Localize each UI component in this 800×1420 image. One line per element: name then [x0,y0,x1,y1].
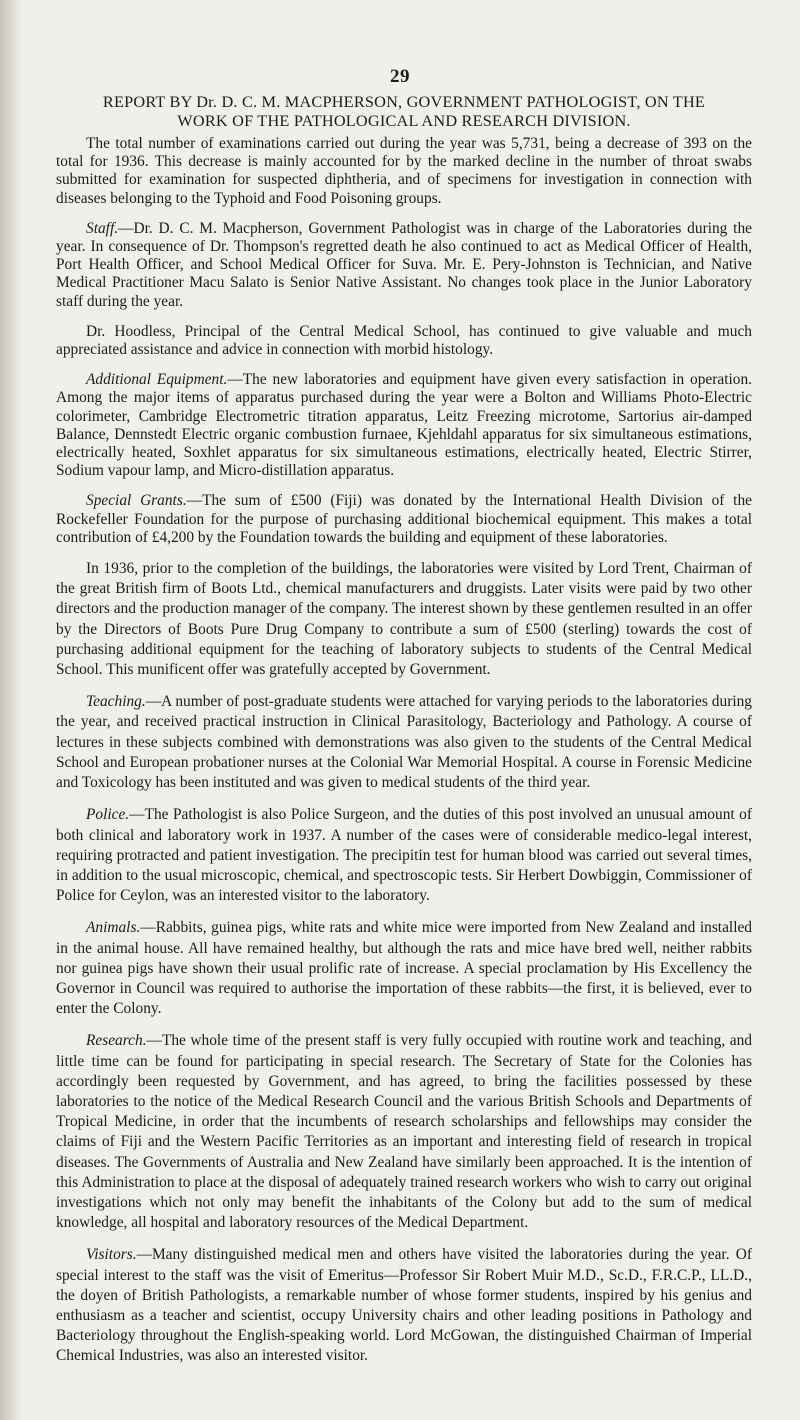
paragraph-text: —The sum of £500 (Fiji) was donated by the International Health Division of the Rockefeller Foundation for the purpose of purchasing additional biochemical equipment. This makes a total contribution of £4,200 by the Foundation towards the building and equipment of these laboratories. [56,492,752,546]
paragraph-boots-visit [56,559,752,680]
paragraph-text: —Rabbits, guinea pigs, white rats and white mice were imported from New Zealand and installed in the animal house. All have remained healthy, but although the rats and mice have bred well, neither rabbits nor guinea pigs have shown their usual prolific rate of increase. A special proclamation by His Excellency the Governor in Council was required to authorise the importation of these rabbits—the first, it is believed, ever to enter the Colony. [56,919,752,1018]
report-title-line-2: WORK OF THE PATHOLOGICAL AND RESEARCH DIVISION. [177,111,631,130]
paragraph-text: —The new laboratories and equipment have given every satisfaction in operation. Among the major items of apparatus purchased during the year were a Bolton and Williams Photo-Electric colorimeter, Cambridge Electrometric titration apparatus, Leitz Freezing microtome, Sartorius air-damped Balance, Dennstedt Electric organic combustion furnaee, Kjehldahl apparatus for six simultaneous estimations, electrically heated, Soxhlet apparatus for six simultaneous estimations, electrically heated, Electric Stirrer, Sodium vapour lamp, and Micro-distillation apparatus. [56,371,753,480]
section-heading-visitors: Visitors. [86,1246,137,1264]
page-edge-shadow [0,0,22,1420]
paragraph-text: —Dr. D. C. M. Macpherson, Government Pathologist was in charge of the Laboratories during the year. In consequence of Dr. Thompson's regretted death he also continued to act as Medical Officer of Health, Port Health Officer, and School Medical Officer for Suva. Mr. E. Pery-Johnston is Technician, and Native Medical Practitioner Macu Salato is Senior Native Assistant. No changes took place in the Junior Laboratory staff during the year. [56,219,752,310]
paragraph-text: —The Pathologist is also Police Surgeon, and the duties of this post involved an unusual amount of both clinical and laboratory work in 1937. A number of the cases were of considerable medico-legal interest, requiring protracted and patient investigation. The precipitin test for human blood was carried out several times, in addition to the usual microscopic, chemical, and spectroscopic tests. Sir Herbert Dowbiggin, Commissioner of Police for Ceylon, was an interested visitor to the laboratory. [56,806,752,905]
paragraph-text: Dr. Hoodless, Principal of the Central Medical School, has continued to give valuable and much appreciated assistance and advice in connection with morbid histology. [56,322,752,359]
section-heading-special-grants: Special Grants. [86,492,187,510]
paragraph-examinations [56,135,752,208]
paragraph-special-grants [56,492,752,547]
paragraph-text: The total number of examinations carried out during the year was 5,731, being a decrease of 393 on the total for 1936. This decrease is mainly accounted for by the marked decline in the number of throat swabs submitted for examination for suspected diphtheria, and of specimens for investigation in connection with diseases belonging to the Typhoid and Food Poisoning groups. [56,135,752,207]
paragraph-hoodless [56,323,752,359]
section-heading-police: Police. [86,806,130,824]
section-heading-animals: Animals. [86,919,141,937]
paragraph-research [56,1031,752,1233]
paragraph-text: —A number of post-graduate students were attached for varying periods to the laboratories during the year, and received practical instruction in Clinical Parasitology, Bacteriology and Pathology. A course of lectures in these subjects combined with demonstrations was also given to the students of the Central Medical School and European probationer nurses at the Colonial War Memorial Hospital. A course in Forensic Medicine and Toxicology has been instituted and was given to medical students of the third year. [56,693,752,792]
paragraph-text: —The whole time of the present staff is very fully occupied with routine work and teaching, and little time can be found for participating in special research. The Secretary of State for the Colonies has accordingly been requested by Government, and has agreed, to bring the facilities possessed by these laboratories to the notice of the Medical Research Council and the various British Schools and Departments of Tropical Medicine, in order that the incumbents of research scholarships and fellowships may consider the claims of Fiji and the Western Pacific Territories as an important and interesting field of research in tropical diseases. The Governments of Australia and New Zealand have similarly been approached. It is the intention of this Administration to place at the disposal of adequately trained research workers who wish to carry out original investigations which not only may benefit the inhabitants of the Colony but add to the sum of medical knowledge, all hospital and laboratory resources of the Medical Department. [56,1032,752,1232]
report-title-line-1: REPORT BY Dr. D. C. M. MACPHERSON, GOVERNMENT PATHOLOGIST, ON THE [102,92,706,111]
paragraph-additional-equipment [56,371,752,480]
report-body [56,135,752,1379]
report-title [60,92,748,130]
section-heading-staff: Staff. [86,219,119,237]
section-heading-research: Research. [86,1032,147,1050]
section-heading-additional-equipment: Additional Equipment. [86,371,228,389]
paragraph-animals [56,918,752,1019]
paragraph-visitors [56,1245,752,1366]
paragraph-teaching [56,692,752,793]
section-heading-teaching: Teaching. [86,693,146,711]
paragraph-police [56,805,752,906]
paragraph-text: In 1936, prior to the completion of the buildings, the laboratories were visited by Lord Trent, Chairman of the great British firm of Boots Ltd., chemical manufacturers and druggists. Later visits were paid by two other directors and the production manager of the company. The interest shown by these gentlemen resulted in an offer by the Directors of Boots Pure Drug Company to contribute a sum of £500 (sterling) towards the cost of purchasing additional equipment for the teaching of laboratory subjects to students of the Central Medical School. This munificent offer was gratefully accepted by Government. [56,560,752,679]
paragraph-text: —Many distinguished medical men and others have visited the laboratories during the year. Of special interest to the staff was the visit of Emeritus—Professor Sir Robert Muir M.D., Sc.D., F.R.C.P., LL.D., the doyen of British Pathologists, a remarkable number of whose former students, inspired by his genius and enthusiasm as a teacher and scientist, occupy University chairs and other leading positions in Pathology and Bacteriology throughout the English-speaking world. Lord McGowan, the distinguished Chairman of Imperial Chemical Industries, was also an interested visitor. [56,1246,752,1365]
page-number: 29 [390,66,410,87]
paragraph-staff [56,220,752,311]
